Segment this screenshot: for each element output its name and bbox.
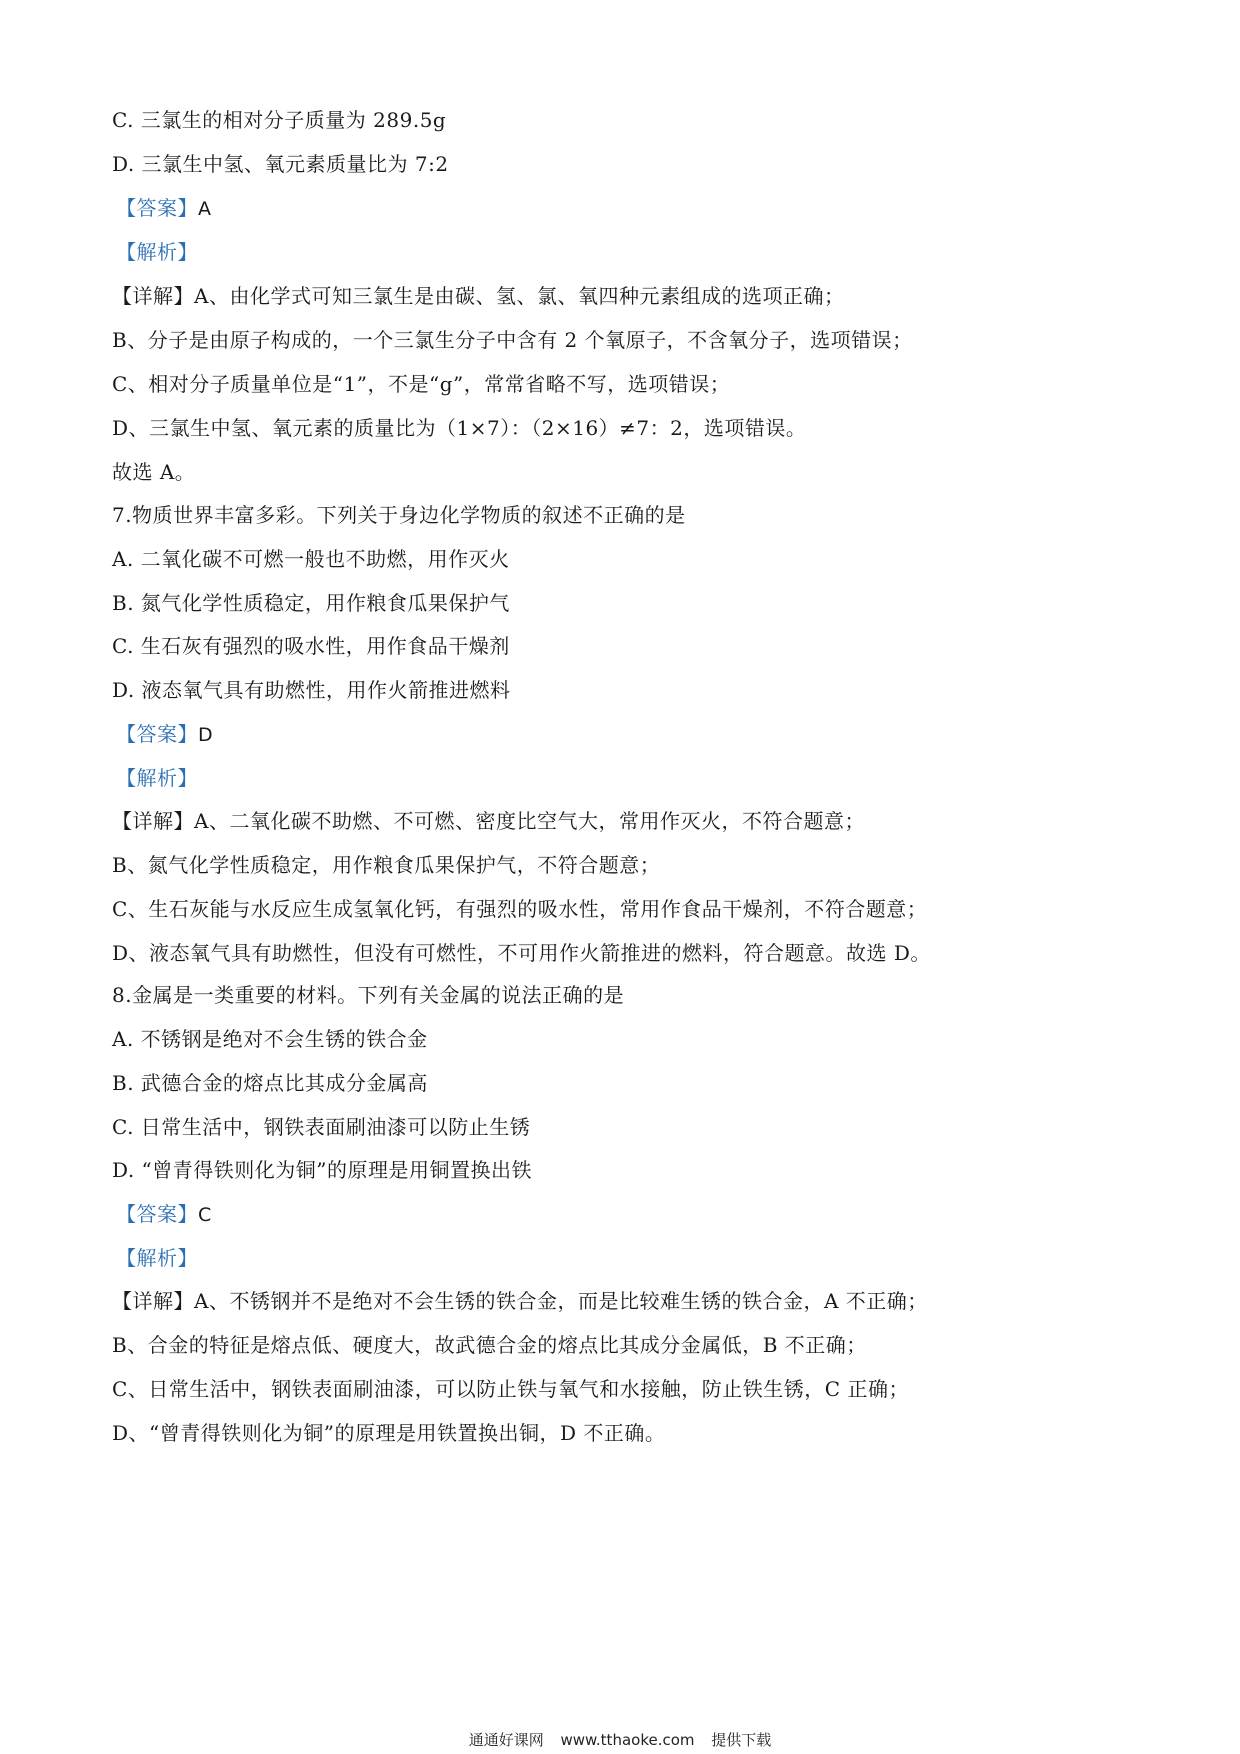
answer-value: A [198,198,212,220]
q6-conclusion: 故选 A。 [112,460,196,484]
q8-detail-3: C、日常生活中，钢铁表面刷油漆，可以防止铁与氧气和水接触，防止铁生锈，C 正确； [112,1377,909,1401]
q7-option-b: B. 氮气化学性质稳定，用作粮食瓜果保护气 [112,591,510,615]
q7-answer [116,721,213,748]
q7-stem: 7.物质世界丰富多彩。下列关于身边化学物质的叙述不正确的是 [112,503,686,527]
q6-detail-1: 【详解】A、由化学式可知三氯生是由碳、氢、氯、氧四种元素组成的选项正确； [112,284,845,308]
answer-value: C [198,1204,212,1226]
q6-detail-2: B、分子是由原子构成的，一个三氯生分子中含有 2 个氧原子，不含氧分子，选项错误； [112,328,913,352]
answer-label: 【答案】 [116,1202,198,1226]
answer-label: 【答案】 [116,722,198,746]
q8-detail-1: 【详解】A、不锈钢并不是绝对不会生锈的铁合金，而是比较难生锈的铁合金，A 不正确； [112,1289,928,1313]
answer-value: D [198,724,214,746]
footer-url[interactable]: www.tthaoke.com [560,1731,695,1749]
q7-detail-2: B、氮气化学性质稳定，用作粮食瓜果保护气，不符合题意； [112,853,661,877]
q8-answer [116,1201,212,1228]
q8-analysis-label [116,1245,198,1271]
q8-option-d: D. “曾青得铁则化为铜”的原理是用铜置换出铁 [112,1158,532,1182]
q7-option-d: D. 液态氧气具有助燃性，用作火箭推进燃料 [112,678,511,702]
q8-option-a: A. 不锈钢是绝对不会生锈的铁合金 [112,1027,428,1051]
analysis-label: 【解析】 [116,1246,198,1270]
q6-answer [116,195,212,222]
q6-detail-3: C、相对分子质量单位是“1”，不是“g”，常常省略不写，选项错误； [112,372,731,396]
q6-option-d: D. 三氯生中氢、氧元素质量比为 7:2 [112,152,449,176]
q8-option-b: B. 武德合金的熔点比其成分金属高 [112,1071,428,1095]
q8-stem: 8.金属是一类重要的材料。下列有关金属的说法正确的是 [112,983,625,1007]
q6-option-c: C. 三氯生的相对分子质量为 289.5g [112,108,447,132]
page-footer [0,1730,1240,1750]
q8-detail-4: D、“曾青得铁则化为铜”的原理是用铁置换出铜，D 不正确。 [112,1421,666,1445]
q7-option-c: C. 生石灰有强烈的吸水性，用作食品干燥剂 [112,634,510,658]
q8-option-c: C. 日常生活中，钢铁表面刷油漆可以防止生锈 [112,1115,531,1139]
analysis-label: 【解析】 [116,766,198,790]
q6-analysis-label [116,239,198,265]
q7-analysis-label [116,765,198,791]
q8-detail-2: B、合金的特征是熔点低、硬度大，故武德合金的熔点比其成分金属低，B 不正确； [112,1333,867,1357]
footer-site-name: 通通好课网 [468,1731,544,1749]
answer-label: 【答案】 [116,196,198,220]
q7-detail-4: D、液态氧气具有助燃性，但没有可燃性，不可用作火箭推进的燃料，符合题意。故选 D。 [112,941,931,965]
q7-option-a: A. 二氧化碳不可燃一般也不助燃，用作灭火 [112,547,510,571]
q7-detail-1: 【详解】A、二氧化碳不助燃、不可燃、密度比空气大，常用作灭火，不符合题意； [112,809,865,833]
q7-detail-3: C、生石灰能与水反应生成氢氧化钙，有强烈的吸水性，常用作食品干燥剂，不符合题意； [112,897,928,921]
footer-download: 提供下载 [711,1731,772,1749]
analysis-label: 【解析】 [116,240,198,264]
q6-detail-4: D、三氯生中氢、氧元素的质量比为（1×7）：（2×16）≠7：2，选项错误。 [112,416,807,440]
